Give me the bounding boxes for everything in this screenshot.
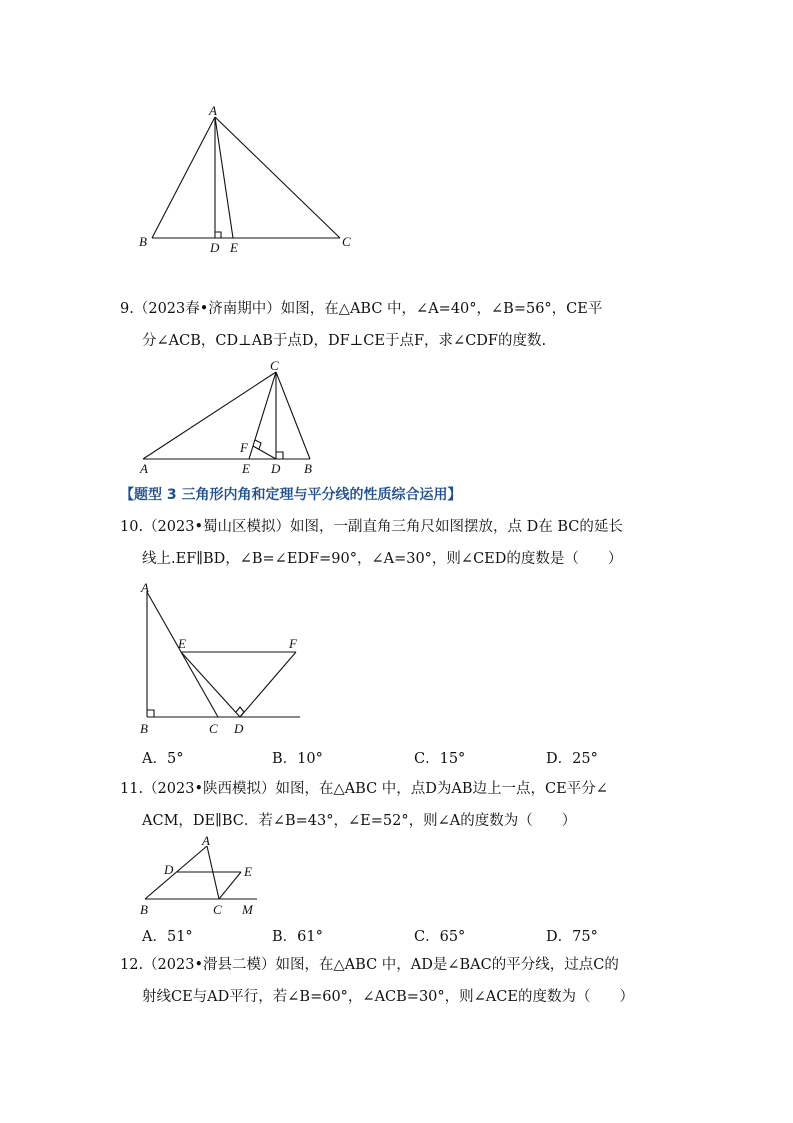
choice-a[interactable]: A．51° <box>142 929 193 945</box>
choice-b[interactable]: B．61° <box>272 929 323 945</box>
question-10-line-1: 10.（2023•蜀山区模拟）如图，一副直角三角尺如图摆放，点 D在 BC的延长 <box>120 519 623 535</box>
label-F: F <box>240 440 248 455</box>
label-M: M <box>242 902 253 917</box>
question-11-line-1: 11.（2023•陕西模拟）如图，在△ABC 中，点D为AB边上一点，CE平分∠ <box>120 781 608 797</box>
label-C: C <box>213 902 222 917</box>
label-E: E <box>242 461 250 476</box>
label-D: D <box>164 862 174 877</box>
question-12 <box>120 949 680 1013</box>
question-12-line-2: 射线CE与AD平行，若∠B=60°，∠ACB=30°，则∠ACE的度数为（ ） <box>142 989 634 1005</box>
choice-c[interactable]: C．65° <box>414 929 466 945</box>
choice-a[interactable]: A．5° <box>142 751 184 767</box>
label-A: A <box>202 833 210 848</box>
label-C: C <box>342 234 351 249</box>
label-D: D <box>271 461 281 476</box>
label-E: E <box>244 864 252 879</box>
label-A: A <box>209 103 217 118</box>
label-A: A <box>141 580 149 595</box>
question-9-line-1: 9.（2023春•济南期中）如图，在△ABC 中，∠A=40°，∠B=56°，CE平 <box>120 301 603 317</box>
question-9-line-2: 分∠ACB，CD⊥AB于点D，DF⊥CE于点F，求∠CDF的度数. <box>142 333 547 349</box>
label-C: C <box>209 721 218 736</box>
label-B: B <box>140 902 148 917</box>
label-A: A <box>140 461 148 476</box>
label-D: D <box>234 721 244 736</box>
choice-d[interactable]: D．75° <box>546 929 598 945</box>
label-E: E <box>178 636 186 651</box>
choice-c[interactable]: C．15° <box>414 751 466 767</box>
label-D: D <box>210 240 220 255</box>
label-B: B <box>304 461 312 476</box>
question-12-line-1: 12.（2023•滑县二模）如图，在△ABC 中，AD是∠BAC的平分线，过点C的 <box>120 957 619 973</box>
label-B: B <box>140 721 148 736</box>
label-E: E <box>230 240 238 255</box>
question-11-line-2: ACM，DE∥BC．若∠B=43°，∠E=52°，则∠A的度数为（ ） <box>142 813 577 829</box>
label-B: B <box>139 234 147 249</box>
segment-CE <box>219 872 241 899</box>
label-F: F <box>289 636 297 651</box>
choice-b[interactable]: B．10° <box>272 751 323 767</box>
label-C: C <box>270 358 279 373</box>
choice-d[interactable]: D．25° <box>546 751 598 767</box>
question-10-line-2: 线上.EF∥BD，∠B=∠EDF=90°，∠A=30°，则∠CED的度数是（ ） <box>142 551 623 567</box>
section-heading: 【题型 3 三角形内角和定理与平分线的性质综合运用】 <box>120 487 462 503</box>
